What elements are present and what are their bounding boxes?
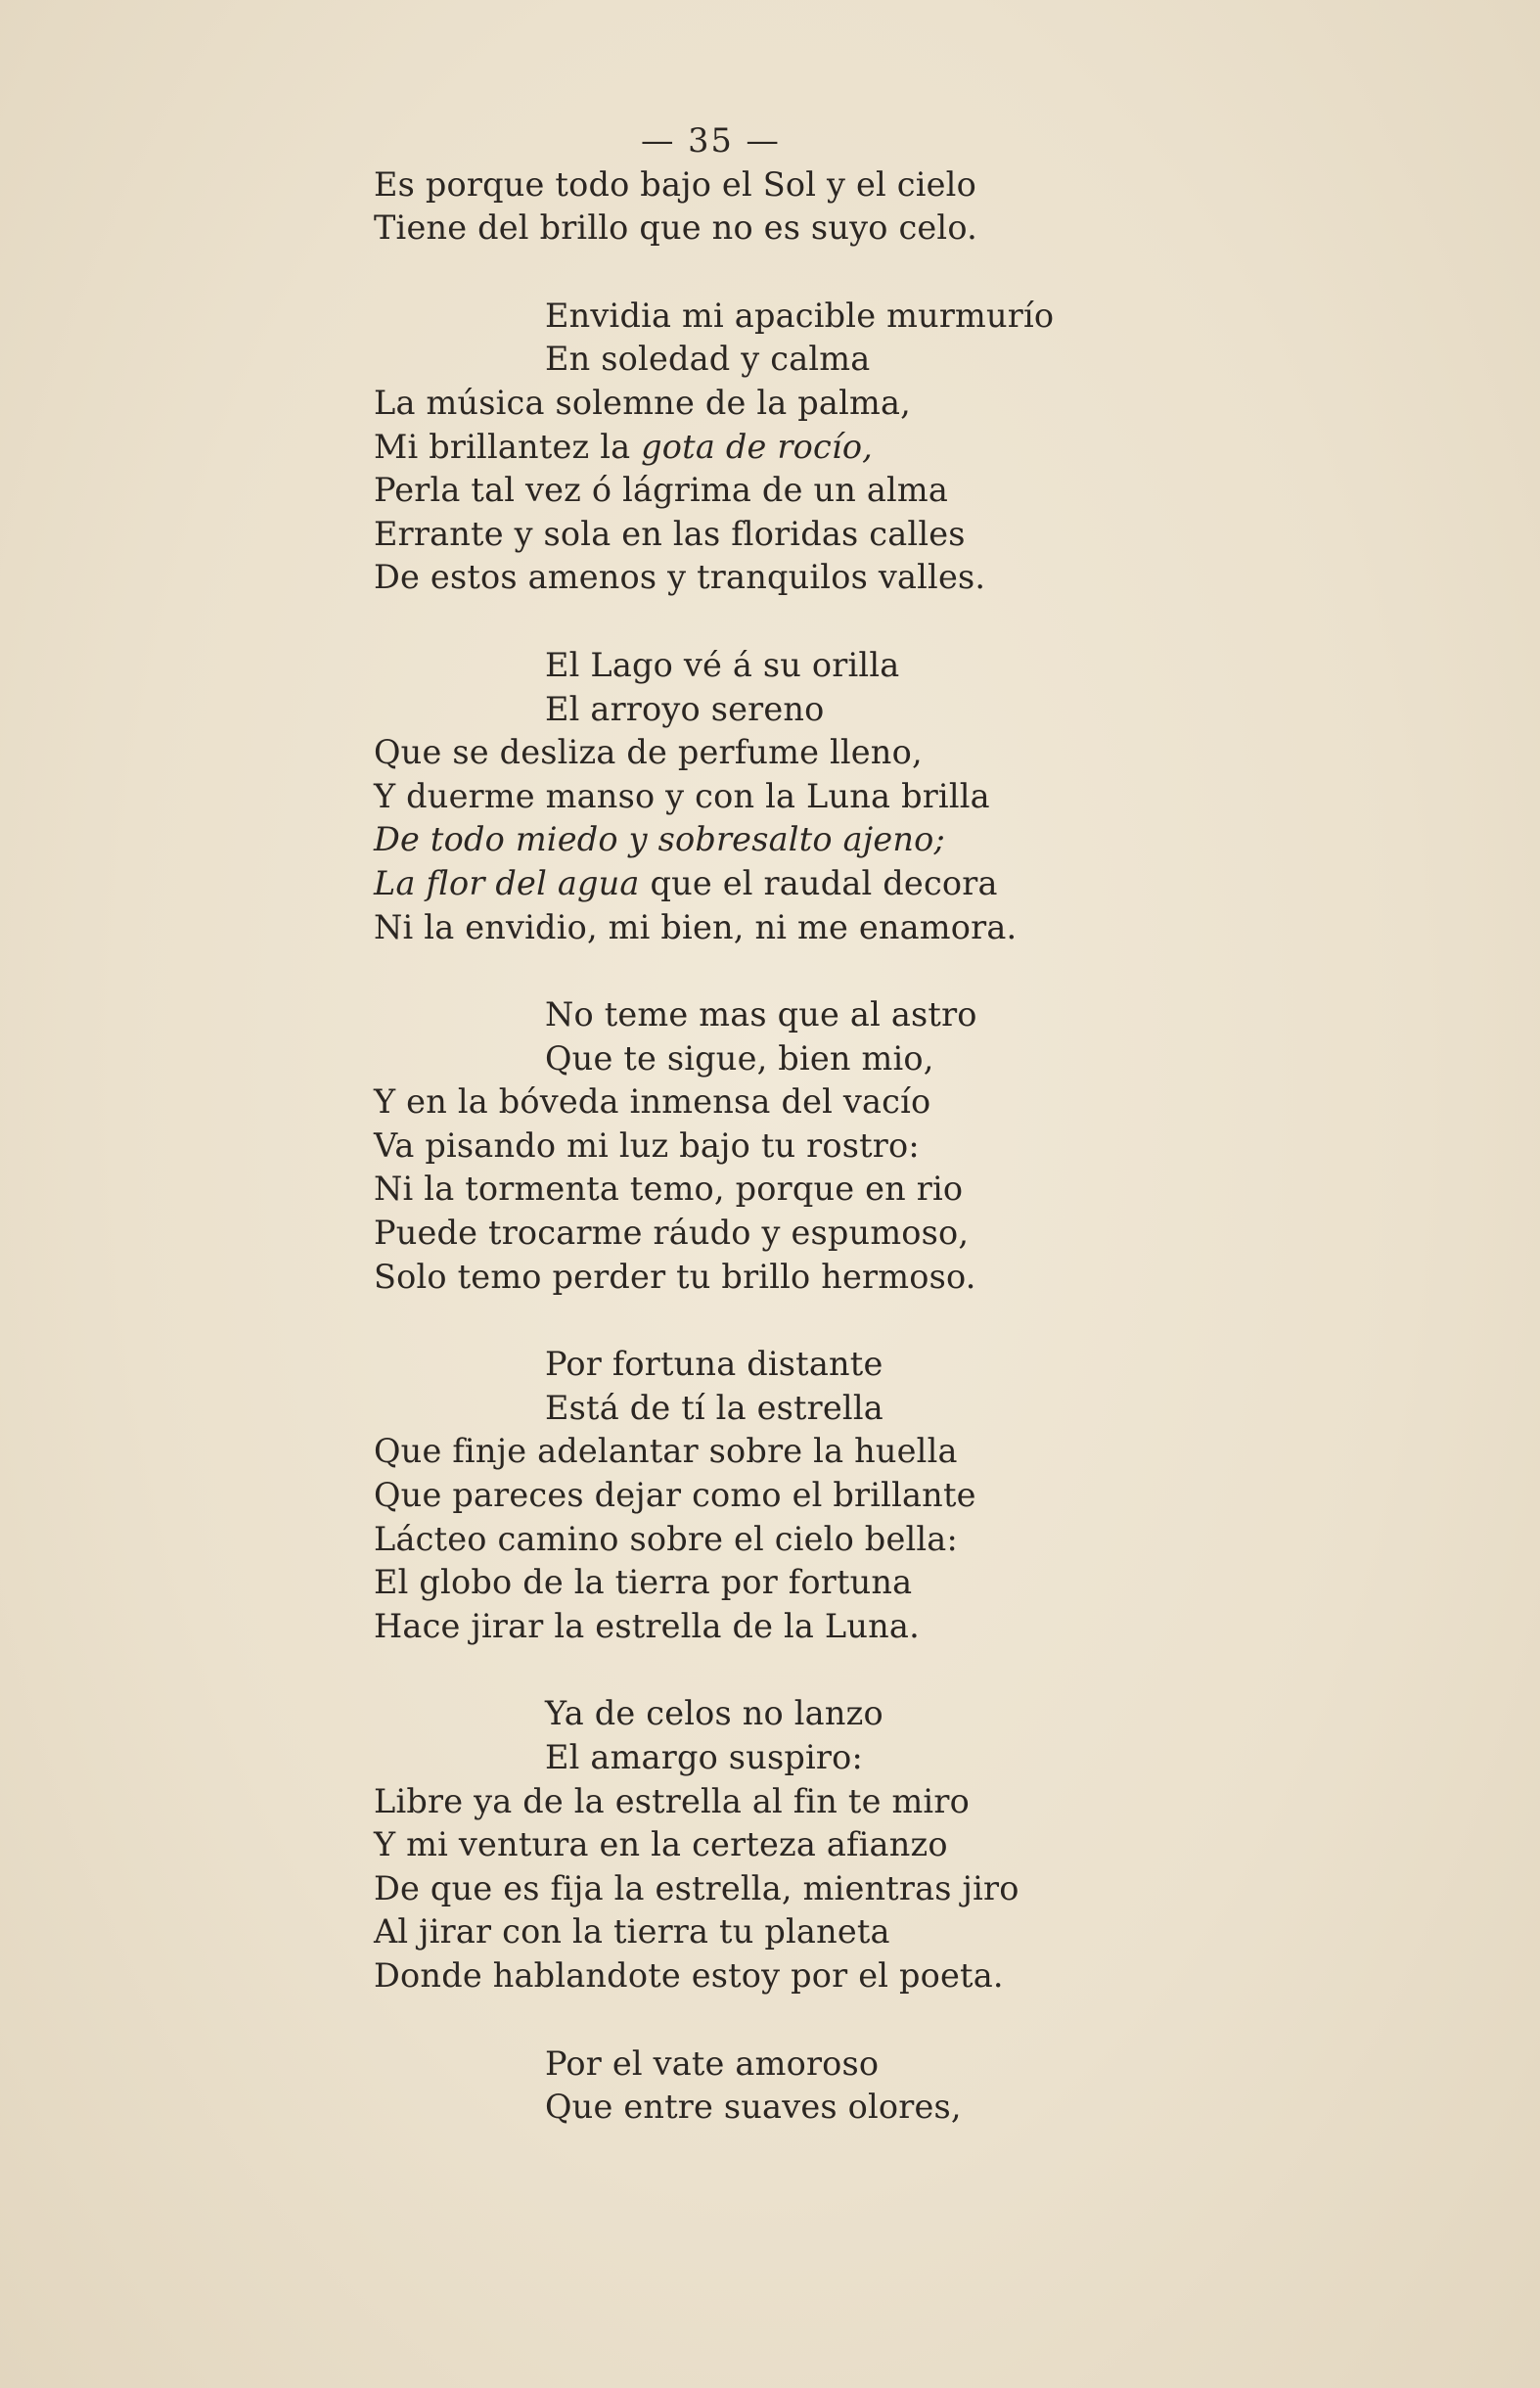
poem-italic-phrase: gota de rocío, xyxy=(641,427,874,466)
poem-line: Y duerme manso y con la Luna brilla xyxy=(374,776,990,815)
poem-line: No teme mas que al astro xyxy=(545,995,977,1034)
poem-line: Puede trocarme ráudo y espumoso, xyxy=(374,1214,970,1253)
poem-line: Libre ya de la estrella al fin te miro xyxy=(374,1781,970,1820)
poem-line-end: que el raudal decora xyxy=(639,863,998,902)
poem-line: Hace jirar la estrella de la Luna. xyxy=(374,1606,920,1645)
poem-line: Que pareces dejar como el brillante xyxy=(374,1476,976,1515)
stanza-gap xyxy=(374,1299,1137,1343)
poem-line: Por fortuna distante xyxy=(545,1345,883,1384)
poem-text xyxy=(374,119,1137,2130)
poem-line: Y en la bóveda inmensa del vacío xyxy=(374,1082,931,1122)
poem-line: Va pisando mi luz bajo tu rostro: xyxy=(374,1125,920,1165)
poem-line: Ya de celos no lanzo xyxy=(545,1694,883,1733)
poem-line: Envidia mi apacible murmurío xyxy=(545,296,1055,335)
poem-line: Que entre suaves olores, xyxy=(545,2088,962,2127)
poem-line: Ni la envidio, mi bien, ni me enamora. xyxy=(374,907,1018,946)
poem-line: El amargo suspiro: xyxy=(545,1738,863,1776)
stanza-gap xyxy=(374,1998,1137,2043)
poem-line: Lácteo camino sobre el cielo bella: xyxy=(374,1519,958,1558)
poem-line: De que es fija la estrella, mientras jiro xyxy=(374,1868,1019,1907)
poem-line: Perla tal vez ó lágrima de un alma xyxy=(374,471,949,510)
stanza-gap xyxy=(374,251,1137,295)
poem-line xyxy=(374,862,1137,906)
poem-line: De estos amenos y tranquilos valles. xyxy=(374,558,986,597)
stanza-gap xyxy=(374,949,1137,993)
poem-line: De todo miedo y sobresalto ajeno; xyxy=(374,820,945,859)
poem-line: Al jirar con la tierra tu planeta xyxy=(374,1912,890,1952)
poem-line: Donde hablandote estoy por el poeta. xyxy=(374,1955,1004,1995)
poem-line: Por el vate amoroso xyxy=(545,2044,880,2083)
poem-line: Errante y sola en las floridas calles xyxy=(374,514,966,553)
poem-line: Solo temo perder tu brillo hermoso. xyxy=(374,1257,976,1296)
poem-line xyxy=(374,426,1137,470)
stanza-gap xyxy=(374,1648,1137,1692)
poem-line: El Lago vé á su orilla xyxy=(545,645,900,684)
poem-line: Que finje adelantar sobre la huella xyxy=(374,1432,958,1471)
poem-line: Que se desliza de perfume lleno, xyxy=(374,733,923,772)
poem-line: Tiene del brillo que no es suyo celo. xyxy=(374,208,977,248)
poem-line: Y mi ventura en la certeza afianzo xyxy=(374,1825,948,1864)
poem-line: Es porque todo bajo el Sol y el cielo xyxy=(374,164,976,204)
poem-line: Está de tí la estrella xyxy=(545,1388,883,1427)
stanza-gap xyxy=(374,600,1137,644)
poem-italic-phrase: La flor del agua xyxy=(374,863,640,902)
poem-line: La música solemne de la palma, xyxy=(374,383,911,422)
poem-line: Que te sigue, bien mio, xyxy=(545,1038,934,1078)
poem-line: El globo de la tierra por fortuna xyxy=(374,1563,913,1602)
poem-line-start: Mi brillantez la xyxy=(374,427,642,466)
poem-line: El arroyo sereno xyxy=(545,689,825,728)
poem-line: Ni la tormenta temo, porque en rio xyxy=(374,1170,964,1209)
page-number: — 35 — xyxy=(641,121,781,160)
poem-line: En soledad y calma xyxy=(545,340,871,379)
